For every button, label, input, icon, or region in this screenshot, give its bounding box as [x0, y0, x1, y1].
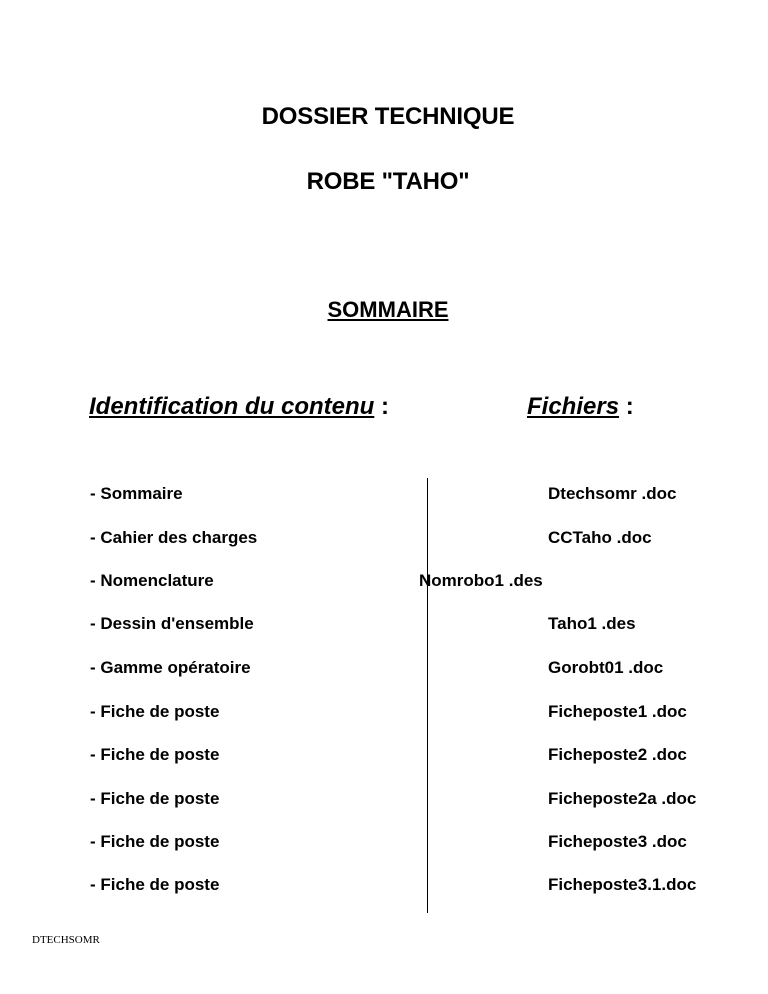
- column-heading-files-label: Fichiers: [527, 393, 620, 420]
- toc-item-file: Ficheposte2a .doc: [548, 789, 697, 808]
- toc-item-label: - Sommaire: [90, 484, 183, 503]
- toc-item-file: Ficheposte3 .doc: [548, 832, 687, 851]
- toc-item-label: - Fiche de poste: [90, 702, 220, 721]
- toc-item-label: - Cahier des charges: [90, 528, 258, 547]
- toc-item-file: Ficheposte1 .doc: [548, 702, 687, 721]
- toc-item-file: Taho1 .des: [548, 614, 636, 633]
- column-heading-files: [527, 393, 634, 421]
- toc-item-file: Gorobt01 .doc: [548, 658, 664, 677]
- toc-item-label: - Fiche de poste: [90, 832, 220, 851]
- document-title: DOSSIER TECHNIQUE: [261, 103, 515, 130]
- page-footer: DTECHSOMR: [32, 934, 100, 946]
- toc-item-label: - Fiche de poste: [90, 745, 220, 764]
- toc-item-file: Ficheposte2 .doc: [548, 745, 687, 764]
- column-heading-files-colon: :: [619, 393, 634, 420]
- toc-item-file: Ficheposte3.1.doc: [548, 875, 697, 894]
- toc-item-label: - Dessin d'ensemble: [90, 614, 254, 633]
- column-divider: [427, 478, 428, 913]
- section-title: SOMMAIRE: [327, 297, 449, 322]
- toc-item-file: CCTaho .doc: [548, 528, 652, 547]
- toc-item-label: - Nomenclature: [90, 571, 214, 590]
- toc-item-file: Nomrobo1 .des: [419, 571, 543, 590]
- toc-item-label: - Fiche de poste: [90, 875, 220, 894]
- toc-item-label: - Fiche de poste: [90, 789, 220, 808]
- column-heading-content-colon: :: [374, 393, 389, 420]
- column-heading-content: [89, 393, 389, 421]
- toc-item-label: - Gamme opératoire: [90, 658, 251, 677]
- column-heading-content-label: Identification du contenu: [89, 393, 375, 420]
- toc-item-file: Dtechsomr .doc: [548, 484, 677, 503]
- document-subtitle: ROBE "TAHO": [306, 168, 470, 195]
